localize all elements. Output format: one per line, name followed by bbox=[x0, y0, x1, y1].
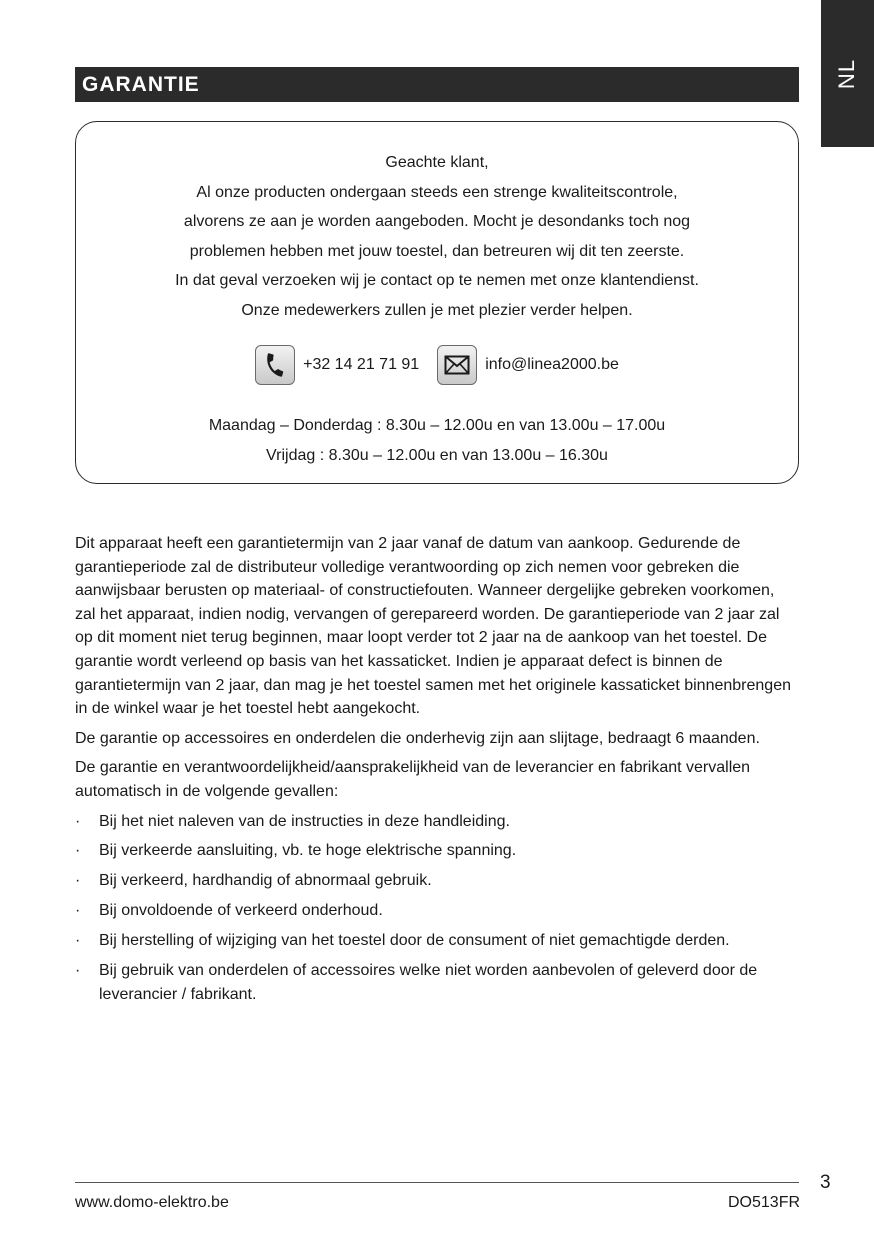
customer-service-box bbox=[75, 121, 799, 484]
contact-row bbox=[76, 345, 798, 385]
footer-divider bbox=[75, 1182, 799, 1183]
section-title: GARANTIE bbox=[82, 72, 200, 96]
bullet-dot: · bbox=[75, 932, 81, 950]
warranty-paragraph: De garantie en verantwoordelijkheid/aansprakelijkheid van de leverancier en fabrikant vervallen automatisch in de volgende gevallen: bbox=[75, 759, 751, 800]
list-item: · Bij verkeerde aansluiting, vb. te hoge elektrische spanning. bbox=[75, 839, 799, 863]
greeting-line: alvorens ze aan je worden aangeboden. Mocht je desondanks toch nog bbox=[183, 213, 691, 230]
email-address[interactable]: info@linea2000.be bbox=[485, 356, 619, 373]
list-item: · Bij gebruik van onderdelen of accessoires welke niet worden aanbevolen of geleverd door de leverancier / fabrikant. bbox=[75, 959, 799, 1006]
section-title-bar bbox=[75, 67, 799, 102]
greeting-line: Geachte klant, bbox=[385, 154, 489, 171]
greeting-line: Al onze producten ondergaan steeds een strenge kwaliteitscontrole, bbox=[196, 183, 678, 201]
phone-number[interactable]: +32 14 21 71 91 bbox=[303, 356, 420, 373]
warranty-text bbox=[75, 532, 799, 1012]
language-tab bbox=[821, 0, 874, 147]
footer-website[interactable]: www.domo-elektro.be bbox=[75, 1194, 229, 1211]
phone-icon bbox=[255, 345, 295, 385]
opening-hours bbox=[76, 411, 798, 471]
hours-line: Maandag – Donderdag : 8.30u – 12.00u en van 13.00u – 17.00u bbox=[208, 417, 666, 434]
bullet-dot: · bbox=[75, 842, 81, 860]
list-item: · Bij herstelling of wijziging van het toestel door de consument of niet gemachtigde derden. bbox=[75, 929, 799, 953]
bullet-dot: · bbox=[75, 961, 81, 979]
list-item: · Bij onvoldoende of verkeerd onderhoud. bbox=[75, 899, 799, 923]
footer-model-number: DO513FR bbox=[728, 1194, 801, 1211]
warranty-paragraph: De garantie op accessoires en onderdelen die onderhevig zijn aan slijtage, bedraagt 6 maanden. bbox=[75, 729, 760, 747]
greeting-line: Onze medewerkers zullen je met plezier verder helpen. bbox=[241, 301, 633, 319]
greeting-message bbox=[76, 148, 798, 325]
hours-line: Vrijdag : 8.30u – 12.00u en van 13.00u – 16.30u bbox=[266, 447, 608, 464]
page-number: 3 bbox=[820, 1172, 831, 1193]
envelope-icon bbox=[437, 345, 477, 385]
list-item: · Bij verkeerd, hardhandig of abnormaal gebruik. bbox=[75, 869, 799, 893]
warranty-paragraph: Dit apparaat heeft een garantietermijn van 2 jaar vanaf de datum van aankoop. Gedurende de garantieperiode zal de distributeur volledige verantwoording op zich nemen voor gebreken die aanwijsbaar berusten op materiaal- of constructiefouten. Wanneer dergelijke gebreken voorkomen, zal het apparaat, indien nodig, vervangen of gerepareerd worden. De garantieperiode van 2 jaar zal op dit moment niet terug beginnen, maar loopt verder tot 2 jaar na de aankoop van het toestel. De garantie wordt verleend op basis van het kassaticket. Indien je apparaat defect is binnen de garantietermijn van 2 jaar, dan mag je het toestel samen met het originele kassaticket binnenbrengen in de winkel waar je het toestel hebt aangekocht. bbox=[75, 535, 791, 718]
bullet-dot: · bbox=[75, 812, 81, 830]
bullet-dot: · bbox=[75, 872, 81, 890]
greeting-line: problemen hebben met jouw toestel, dan betreuren wij dit ten zeerste. bbox=[189, 242, 685, 260]
greeting-line: In dat geval verzoeken wij je contact op te nemen met onze klantendienst. bbox=[175, 272, 699, 289]
bullet-dot: · bbox=[75, 902, 81, 920]
list-item: · Bij het niet naleven van de instructies in deze handleiding. bbox=[75, 810, 799, 834]
exclusion-list bbox=[75, 810, 799, 1007]
language-tab-label: NL bbox=[834, 58, 860, 89]
